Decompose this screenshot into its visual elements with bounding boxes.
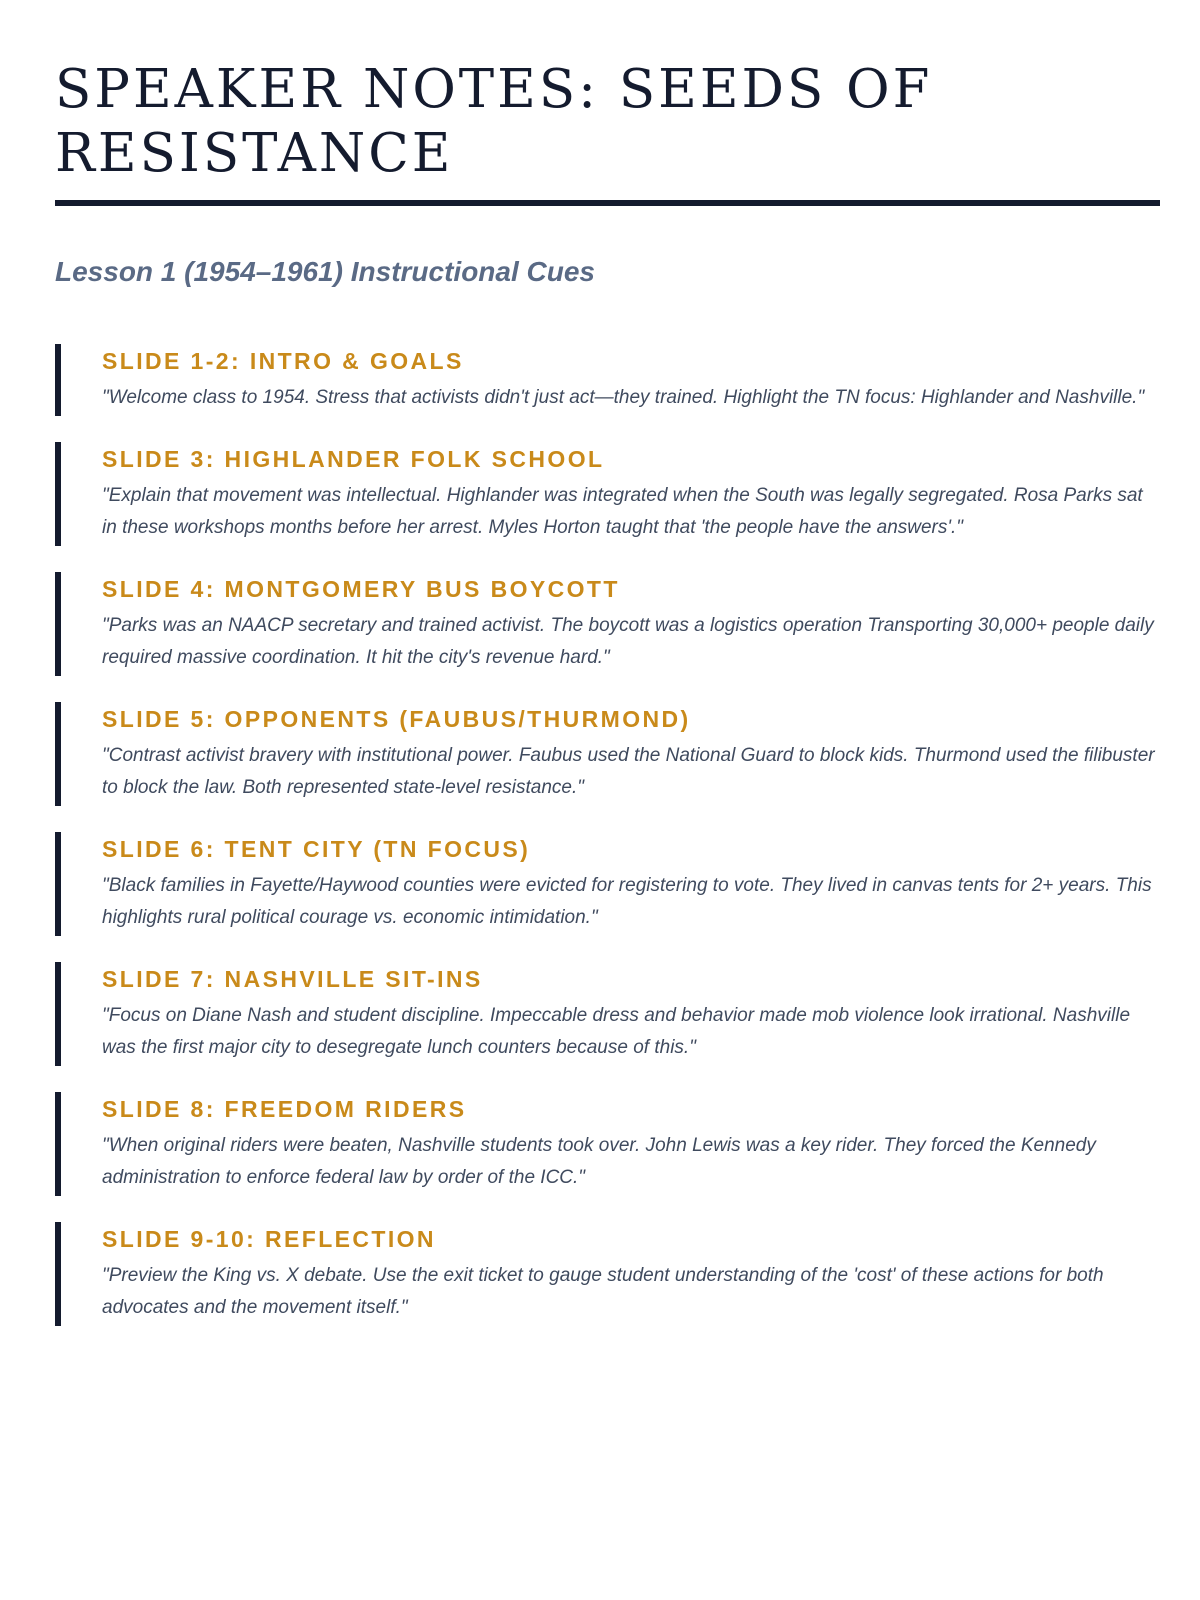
slide-note-block xyxy=(55,442,1160,546)
slide-cue-text: "Black families in Fayette/Haywood counties were evicted for registering to vote. They lived in canvas tents for 2+ years. This highlights rural political courage vs. economic intimidation." xyxy=(102,875,1152,928)
slide-note-block xyxy=(55,702,1160,806)
slide-cue-text: "Parks was an NAACP secretary and trained activist. The boycott was a logistics operation Transporting 30,000+ people daily required massive coordination. It hit the city's revenue hard." xyxy=(102,615,1154,668)
slide-note-block xyxy=(55,572,1160,676)
slide-note-block xyxy=(55,962,1160,1066)
slide-cue-text: "Explain that movement was intellectual. Highlander was integrated when the South was legally segregated. Rosa Parks sat in these workshops months before her arrest. Myles Horton taught that 'the people have the answers'." xyxy=(102,485,1143,538)
slide-note-block xyxy=(55,832,1160,936)
slide-heading: SLIDE 4: MONTGOMERY BUS BOYCOTT xyxy=(102,576,620,602)
slide-cue-text: "Focus on Diane Nash and student discipline. Impeccable dress and behavior made mob violence look irrational. Nashville was the first major city to desegregate lunch counters because of this." xyxy=(102,1005,1131,1058)
slide-note-block xyxy=(55,1092,1160,1196)
slide-note-block xyxy=(55,1222,1160,1326)
slide-cue-text: "Contrast activist bravery with institutional power. Faubus used the National Guard to block kids. Thurmond used the filibuster to block the law. Both represented state-level resistance." xyxy=(102,745,1155,798)
speaker-notes-page xyxy=(55,58,1160,1352)
slide-heading: SLIDE 5: OPPONENTS (FAUBUS/THURMOND) xyxy=(102,706,691,732)
slide-cue-text: "Welcome class to 1954. Stress that activists didn't just act—they trained. Highlight the TN focus: Highlander and Nashville." xyxy=(102,387,1145,408)
slide-heading: SLIDE 6: TENT CITY (TN FOCUS) xyxy=(102,836,531,862)
slide-heading: SLIDE 8: FREEDOM RIDERS xyxy=(102,1096,467,1122)
slide-notes-list xyxy=(55,344,1160,1326)
slide-heading: SLIDE 9-10: REFLECTION xyxy=(102,1226,436,1252)
lesson-subtitle: Lesson 1 (1954–1961) Instructional Cues xyxy=(55,256,595,287)
slide-heading: SLIDE 7: NASHVILLE SIT-INS xyxy=(102,966,483,992)
slide-cue-text: "When original riders were beaten, Nashville students took over. John Lewis was a key rider. They forced the Kennedy administration to enforce federal law by order of the ICC." xyxy=(102,1135,1096,1188)
slide-heading: SLIDE 3: HIGHLANDER FOLK SCHOOL xyxy=(102,446,605,472)
title-divider xyxy=(55,200,1160,206)
page-title: SPEAKER NOTES: SEEDS OF RESISTANCE xyxy=(55,59,933,184)
slide-note-block xyxy=(55,344,1160,416)
slide-heading: SLIDE 1-2: INTRO & GOALS xyxy=(102,348,464,374)
slide-cue-text: "Preview the King vs. X debate. Use the exit ticket to gauge student understanding of the 'cost' of these actions for both advocates and the movement itself." xyxy=(102,1265,1104,1318)
